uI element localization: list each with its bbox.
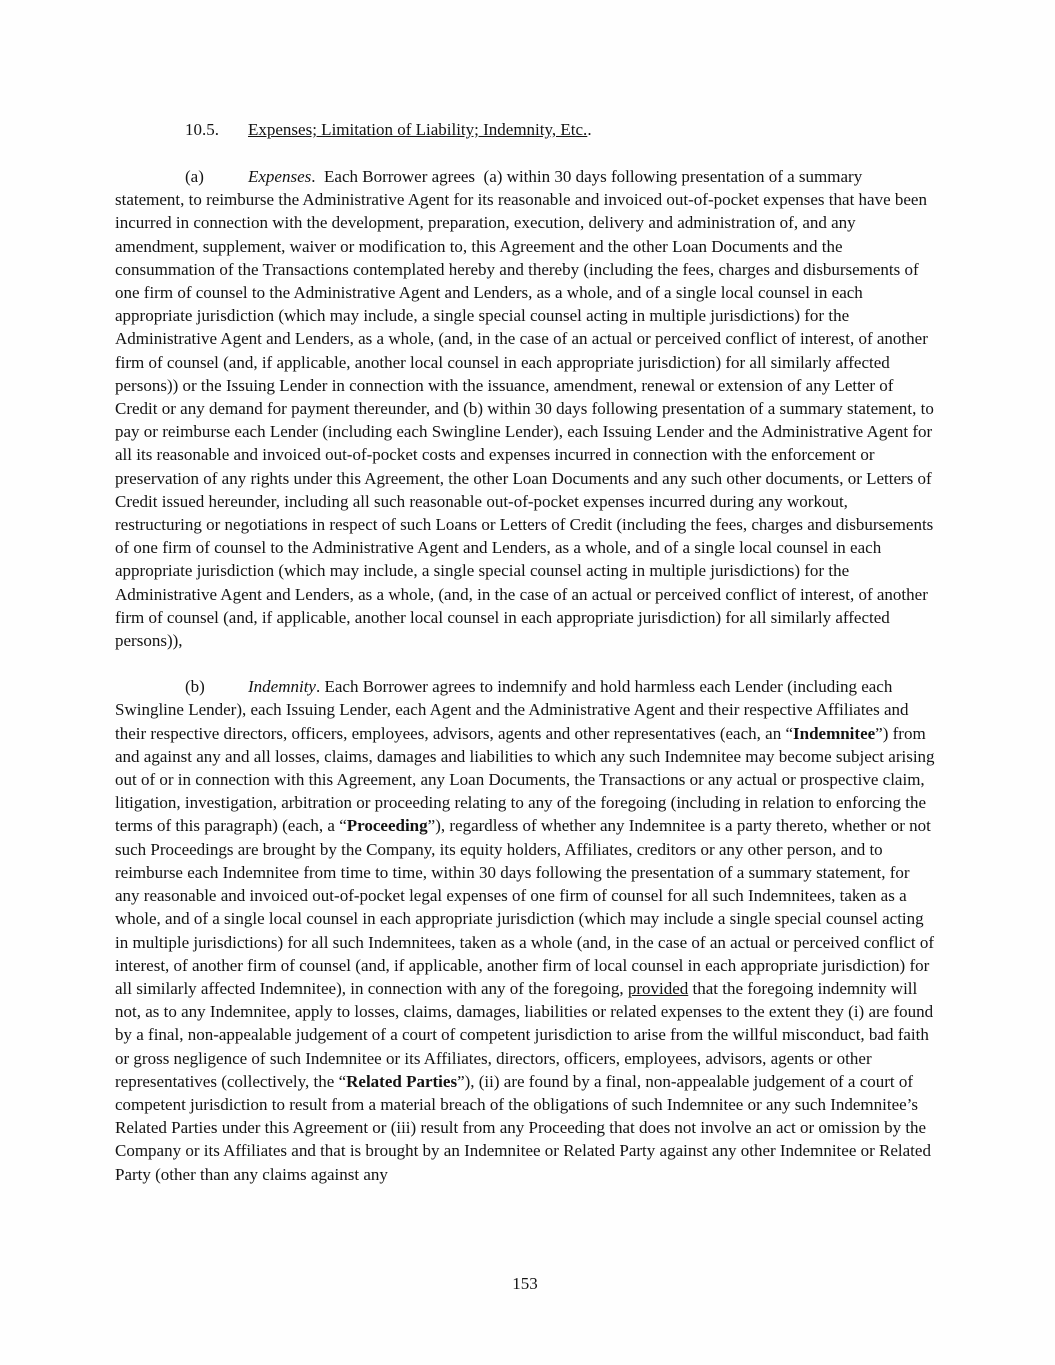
text-run: provided — [627, 978, 689, 998]
paragraph-a-text — [115, 167, 938, 650]
paragraph-a — [115, 165, 939, 652]
section-number: 10.5. — [185, 120, 219, 139]
text-run: . Each Borrower agrees to indemnify and hold harmless each Lender (including each Swingline Lender), each Issuing Lender, each Agent and the Administrative Agent and their respective Affiliates and their respective directors, officers, employees, advisors, agents and other representatives (each, an “ — [115, 677, 913, 743]
page-number: 153 — [512, 1274, 538, 1293]
paragraph-a-label: (a) — [185, 167, 204, 186]
text-run: Proceeding — [346, 816, 428, 836]
paragraph-b-text — [115, 677, 939, 1183]
section-title: Expenses; Limitation of Liability; Indemnity, Etc. — [248, 120, 588, 139]
text-run: Indemnity — [248, 677, 316, 697]
text-run: Indemnitee — [793, 723, 876, 743]
text-run: ”), (ii) are found by a final, non-appealable judgement of a court of competent jurisdiction to result from a material breach of the obligations of such Indemnitee or any such Indemnitee’s Related Parties under this Agreement or (iii) result from any Proceeding that does not involve an act or omission by the Company or its Affiliates and that is brought by an Indemnitee or Related Party against any other Indemnitee or Related Party (other than any claims against any — [115, 1071, 936, 1184]
text-run: Expenses — [248, 167, 312, 186]
document-body — [115, 118, 939, 1209]
paragraph-b-label: (b) — [185, 677, 205, 697]
text-run: that the foregoing indemnity will not, as to any Indemnitee, apply to losses, claims, damages, liabilities or related expenses to the extent they (i) are found by a final, non-appealable judgement of a court of competent jurisdiction to arise from the willful misconduct, bad faith or gross negligence of such Indemnitee or its Affiliates, directors, officers, employees, advisors, agents or other representatives (collectively, the “ — [115, 978, 938, 1091]
text-run: . Each Borrower agrees (a) within 30 days following presentation of a summary statement, to reimburse the Administrative Agent for its reasonable and invoiced out-of-pocket expenses that have been incurred in connection with the development, preparation, execution, delivery and administration of, and any amendment, supplement, waiver or modification to, this Agreement and the other Loan Documents and the consummation of the Transactions contemplated hereby and thereby (including the fees, charges and disbursements of one firm of counsel to the Administrative Agent and Lenders, as a whole, and of a single local counsel in each appropriate jurisdiction (which may include, a single special counsel acting in multiple jurisdictions) for the Administrative Agent and Lenders, as a whole, (and, in the case of an actual or perceived conflict of interest, of another firm of counsel (and, if applicable, another local counsel in each appropriate jurisdiction) for all similarly affected persons)) or the Issuing Lender in connection with the issuance, amendment, renewal or extension of any Letter of Credit or any demand for payment thereunder, and (b) within 30 days following presentation of a summary statement, to pay or reimburse each Lender (including each Swingline Lender), each Issuing Lender and the Administrative Agent for all its reasonable and invoiced out-of-pocket costs and expenses incurred in connection with the enforcement or preservation of any rights under this Agreement, the other Loan Documents and any such other documents, or Letters of Credit issued hereunder, including all such reasonable out-of-pocket expenses incurred during any workout, restructuring or negotiations in respect of such Loans or Letters of Credit (including the fees, charges and disbursements of one firm of counsel to the Administrative Agent and Lenders, as a whole, and of a single local counsel in each appropriate jurisdiction (which may include, a single special counsel acting in multiple jurisdictions) for the Administrative Agent and Lenders, as a whole, (and, in the case of an actual or perceived conflict of interest, of another firm of counsel (and, if applicable, another local counsel in each appropriate jurisdiction) for all similarly affected persons)), — [115, 167, 939, 651]
text-run: ”), regardless of whether any Indemnitee is a party thereto, whether or not such Proceedings are brought by the Company, its equity holders, Affiliates, creditors or any other person, and to reimburse each Indemnitee from time to time, within 30 days following the presentation of a summary statement, for any reasonable and invoiced out-of-pocket legal expenses of one firm of counsel for all such Indemnitees, taken as a whole, and of a single local counsel in each appropriate jurisdiction (which may include a single special counsel acting in multiple jurisdictions) for all such Indemnitees, taken as a whole (and, in the case of an actual or perceived conflict of interest, of another firm of counsel (and, if applicable, another firm of local counsel in each appropriate jurisdiction) for all similarly affected Indemnitee), in connection with any of the foregoing, — [115, 816, 939, 998]
section-title-trailing-period: . — [587, 120, 592, 139]
text-run: ”) from and against any and all losses, claims, damages and liabilities to which any such Indemnitee may become subject arising out of or in connection with this Agreement, any Loan Documents, the Transactions or any actual or prospective claim, litigation, investigation, arbitration or proceeding relating to any of the foregoing (including in relation to enforcing the terms of this paragraph) (each, a “ — [115, 723, 939, 836]
section-heading — [115, 118, 935, 141]
text-run: Related Parties — [346, 1071, 458, 1091]
paragraph-b — [115, 675, 939, 1185]
